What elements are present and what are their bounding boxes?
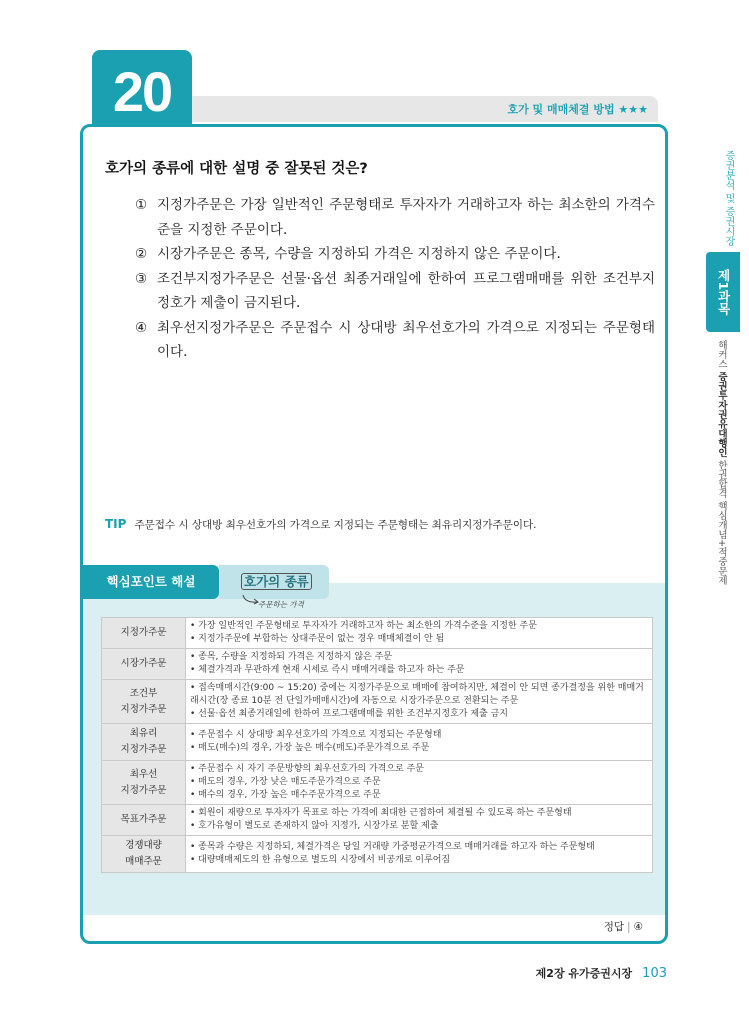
row-content	[186, 761, 653, 805]
option-number: ②	[135, 246, 148, 262]
bullet-item: • 대량매매제도의 한 유형으로 별도의 시장에서 비공개로 이루어짐	[190, 854, 648, 867]
row-content	[186, 680, 653, 724]
option-text: 지정가주문은 가장 일반적인 주문형태로 투자자가 거래하고자 하는 최소한의 가격수준을 지정한 주문이다.	[157, 197, 655, 238]
row-content	[186, 649, 653, 680]
keypoint-topic-label: 호가의 종류	[241, 573, 312, 590]
option-3[interactable]	[135, 267, 655, 316]
answer-value: ④	[633, 921, 643, 933]
option-text: 시장가주문은 종목, 수량을 지정하되 가격은 지정하지 않은 주문이다.	[157, 246, 561, 262]
tip	[105, 517, 536, 532]
option-1[interactable]	[135, 193, 655, 242]
table-row	[102, 761, 653, 805]
table-row	[102, 805, 653, 836]
row-content	[186, 724, 653, 761]
option-2[interactable]	[135, 242, 655, 267]
answer-separator: |	[627, 921, 631, 933]
footer	[536, 965, 667, 981]
bullet-item: • 가장 일반적인 주문형태로 투자자가 거래하고자 하는 최소한의 가격수준을 지정한 주문	[190, 620, 648, 633]
bullet-item: • 종목과 수량은 지정하되, 체결가격은 당일 거래량 가중평균가격으로 매매거래를 하고자 하는 주문형태	[190, 841, 648, 854]
bullet-item: • 지정가주문에 부합하는 상대주문이 없는 경우 매매체결이 안 됨	[190, 633, 648, 646]
bullet-item: • 주문접수 시 상대방 최우선호가의 가격으로 지정되는 주문형태	[190, 729, 648, 742]
book-prefix: 해커스	[716, 340, 727, 369]
bullet-item: • 선물·옵션 최종거래일에 한하여 프로그램매매를 위한 조건부지정호가 제출 금지	[190, 708, 648, 721]
bullet-item: • 접속매매시간(9:00 ~ 15:20) 중에는 지정가주문으로 매매에 참여하지만, 체결이 안 되면 종가결정을 위한 매매거래시간(장 종료 10분 전 단일가매매시간)에 자동으로 시장가주문으로 전환되는 주문	[190, 682, 648, 708]
option-number: ①	[135, 197, 148, 213]
row-label: 경쟁대량 매매주문	[102, 836, 186, 873]
table-row	[102, 618, 653, 649]
sidebar-subject: 증권분석 및 증권시장	[723, 150, 734, 247]
option-number: ③	[135, 270, 148, 287]
tip-text: 주문접수 시 상대방 최우선호가의 가격으로 지정되는 주문형태는 최유리지정가주문이다.	[134, 519, 537, 531]
book-title-bold: 증권투자권유대행인	[716, 371, 727, 458]
sidebar-tab[interactable]: 제1과목	[706, 252, 740, 332]
bullet-item: • 매도(매수)의 경우, 가장 높은 매수(매도)주문가격으로 주문	[190, 742, 648, 755]
row-label: 목표가주문	[102, 805, 186, 836]
row-content	[186, 836, 653, 873]
sidebar-book-title	[706, 340, 736, 740]
bullet-item: • 체결가격과 무관하게 현재 시세로 즉시 매매거래를 하고자 하는 주문	[190, 664, 648, 677]
question-number: 20	[92, 50, 192, 134]
book-suffix: 한권합격 핵심개념+적중문제	[716, 460, 727, 586]
options-list	[135, 193, 655, 365]
option-text: 조건부지정가주문은 선물·옵션 최종거래일에 한하여 프로그램매매를 위한 조건부지정호가 제출이 금지된다.	[157, 270, 655, 311]
option-text: 최우선지정가주문은 주문접수 시 상대방 최우선호가의 가격으로 지정되는 주문형태이다.	[157, 319, 655, 360]
row-label: 최유리 지정가주문	[102, 724, 186, 761]
table-row	[102, 836, 653, 873]
table-row	[102, 724, 653, 761]
row-label: 조건부 지정가주문	[102, 680, 186, 724]
answer-label: 정답	[603, 921, 625, 933]
keypoint-topic	[219, 565, 329, 599]
row-label: 최우선 지정가주문	[102, 761, 186, 805]
row-label: 시장가주문	[102, 649, 186, 680]
topic-bar	[192, 96, 658, 122]
option-number: ④	[135, 319, 148, 336]
keypoint-header: 핵심포인트 해설	[83, 565, 219, 599]
bullet-item: • 호가유형이 별도로 존재하지 않아 지정가, 시장가로 분할 제출	[190, 820, 648, 833]
bullet-item: • 매도의 경우, 가장 낮은 매도주문가격으로 주문	[190, 776, 648, 789]
page-number: 103	[642, 966, 667, 981]
option-4[interactable]	[135, 316, 655, 365]
table-row	[102, 649, 653, 680]
row-content	[186, 805, 653, 836]
tip-label: TIP	[105, 517, 127, 531]
question-text: 호가의 종류에 대한 설명 중 잘못된 것은?	[105, 161, 368, 177]
question-card	[80, 124, 668, 944]
topic-label: 호가 및 매매체결 방법 ★★★	[507, 103, 648, 116]
table-row	[102, 680, 653, 724]
bullet-item: • 매수의 경우, 가장 높은 매수주문가격으로 주문	[190, 789, 648, 802]
row-label: 지정가주문	[102, 618, 186, 649]
answer	[604, 919, 643, 934]
bullet-item: • 회원이 재량으로 투자자가 목표로 하는 가격에 최대한 근접하여 체결될 수 있도록 하는 주문형태	[190, 807, 648, 820]
keypoint-table	[101, 617, 653, 873]
bullet-item: • 주문접수 시 자기 주문방향의 최우선호가의 가격으로 주문	[190, 763, 648, 776]
footer-chapter: 제2장 유가증권시장	[535, 967, 633, 980]
row-content	[186, 618, 653, 649]
bullet-item: • 종목, 수량을 지정하되 가격은 지정하지 않은 주문	[190, 651, 648, 664]
handwritten-annotation: 주문하는 가격	[258, 600, 304, 609]
